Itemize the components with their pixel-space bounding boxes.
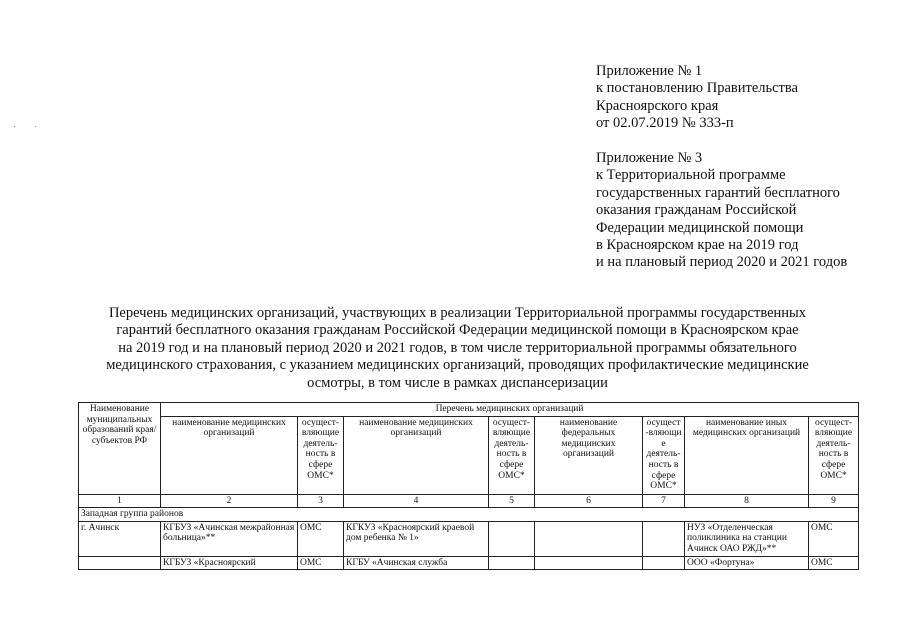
header-municipality: Наименование муниципальных образований края/субъектов РФ [79, 403, 161, 495]
cell-org: КГБУ «Ачинская служба [344, 556, 489, 570]
cell-oms [643, 521, 685, 556]
header-oms: осущест-вляющие деятель-ность в сфере ОМС* [298, 416, 344, 494]
column-number: 7 [643, 494, 685, 508]
header-oms: осущест-вляющие деятель-ность в сфере ОМС* [809, 416, 859, 494]
column-number: 5 [489, 494, 535, 508]
appendix-1-line: к постановлению Правительства [596, 80, 798, 97]
appendix-3-line: государственных гарантий бесплатного [596, 184, 840, 201]
title-line: осмотры, в том числе в рамках диспансеризации [307, 374, 608, 391]
cell-oms: ОМС [298, 556, 344, 570]
cell-oms [489, 521, 535, 556]
appendix-3-line: к Территориальной программе [596, 167, 786, 184]
title-line: Перечень медицинских организаций, участвующих в реализации Территориальной программы государственных [108, 305, 807, 321]
appendix-3-line: оказания гражданам Российской [596, 202, 797, 219]
header-row-1 [79, 403, 859, 417]
medical-organizations-table [78, 402, 859, 570]
table-row [79, 521, 859, 556]
appendix-1-line: от 02.07.2019 № 333-п [596, 115, 734, 132]
cell-other-org: ООО «Фортуна» [685, 556, 809, 570]
appendix-3-header [596, 150, 847, 272]
cell-oms [489, 556, 535, 570]
column-number: 8 [685, 494, 809, 508]
cell-municipality [79, 556, 161, 570]
cell-federal-org [535, 521, 643, 556]
cell-oms: ОМС [809, 521, 859, 556]
appendix-3-line: в Красноярском крае на 2019 год [596, 237, 799, 254]
appendix-1-line: Приложение № 1 [596, 63, 703, 79]
document-title [60, 305, 855, 392]
header-oms: осущест-вляющие деятель-ность в сфере ОМС* [643, 416, 685, 494]
header-row-2 [79, 416, 859, 494]
cell-federal-org [535, 556, 643, 570]
appendix-3-line: и на плановый период 2020 и 2021 годов [596, 254, 848, 271]
column-number: 9 [809, 494, 859, 508]
header-org-list: Перечень медицинских организаций [161, 403, 859, 417]
header-med-orgs: наименование медицинских организаций [344, 416, 489, 494]
scan-speck-1 [14, 126, 15, 127]
header-other-orgs: наименование иных медицинских организаций [685, 416, 809, 494]
title-line: на 2019 год и на плановый период 2020 и 2021 годов, в том числе территориальной программы обязательного [118, 339, 797, 356]
scan-speck-2 [35, 126, 36, 127]
appendix-1-line: Красноярского края [596, 97, 719, 114]
header-federal-orgs: наименование федеральных медицинских организаций [535, 416, 643, 494]
appendix-1-header [596, 63, 798, 133]
cell-org: КГБУЗ «Ачинская межрайонная больница»** [161, 521, 298, 556]
group-row [79, 508, 859, 522]
header-oms: осущест-вляющие деятель-ность в сфере ОМС* [489, 416, 535, 494]
appendix-3-line: Приложение № 3 [596, 150, 703, 166]
title-line: медицинского страхования, с указанием медицинских организаций, проводящих профилактические медицинские [106, 357, 809, 374]
cell-oms: ОМС [298, 521, 344, 556]
appendix-3-line: Федерации медицинской помощи [596, 219, 804, 236]
column-number: 1 [79, 494, 161, 508]
column-number: 6 [535, 494, 643, 508]
table-row [79, 556, 859, 570]
cell-oms [643, 556, 685, 570]
cell-org: КГБУЗ «Красноярский [161, 556, 298, 570]
title-line: гарантий бесплатного оказания гражданам Российской Федерации медицинской помощи в Красноярском крае [116, 322, 799, 339]
column-number-row [79, 494, 859, 508]
cell-org: КГКУЗ «Красноярский краевой дом ребенка № 1» [344, 521, 489, 556]
cell-other-org: НУЗ «Отделенческая поликлиника на станции Ачинск ОАО РЖД»** [685, 521, 809, 556]
group-row-label: Западная группа районов [79, 508, 859, 522]
column-number: 2 [161, 494, 298, 508]
column-number: 3 [298, 494, 344, 508]
cell-oms: ОМС [809, 556, 859, 570]
column-number: 4 [344, 494, 489, 508]
cell-municipality: г. Ачинск [79, 521, 161, 556]
header-med-orgs: наименование медицинских организаций [161, 416, 298, 494]
